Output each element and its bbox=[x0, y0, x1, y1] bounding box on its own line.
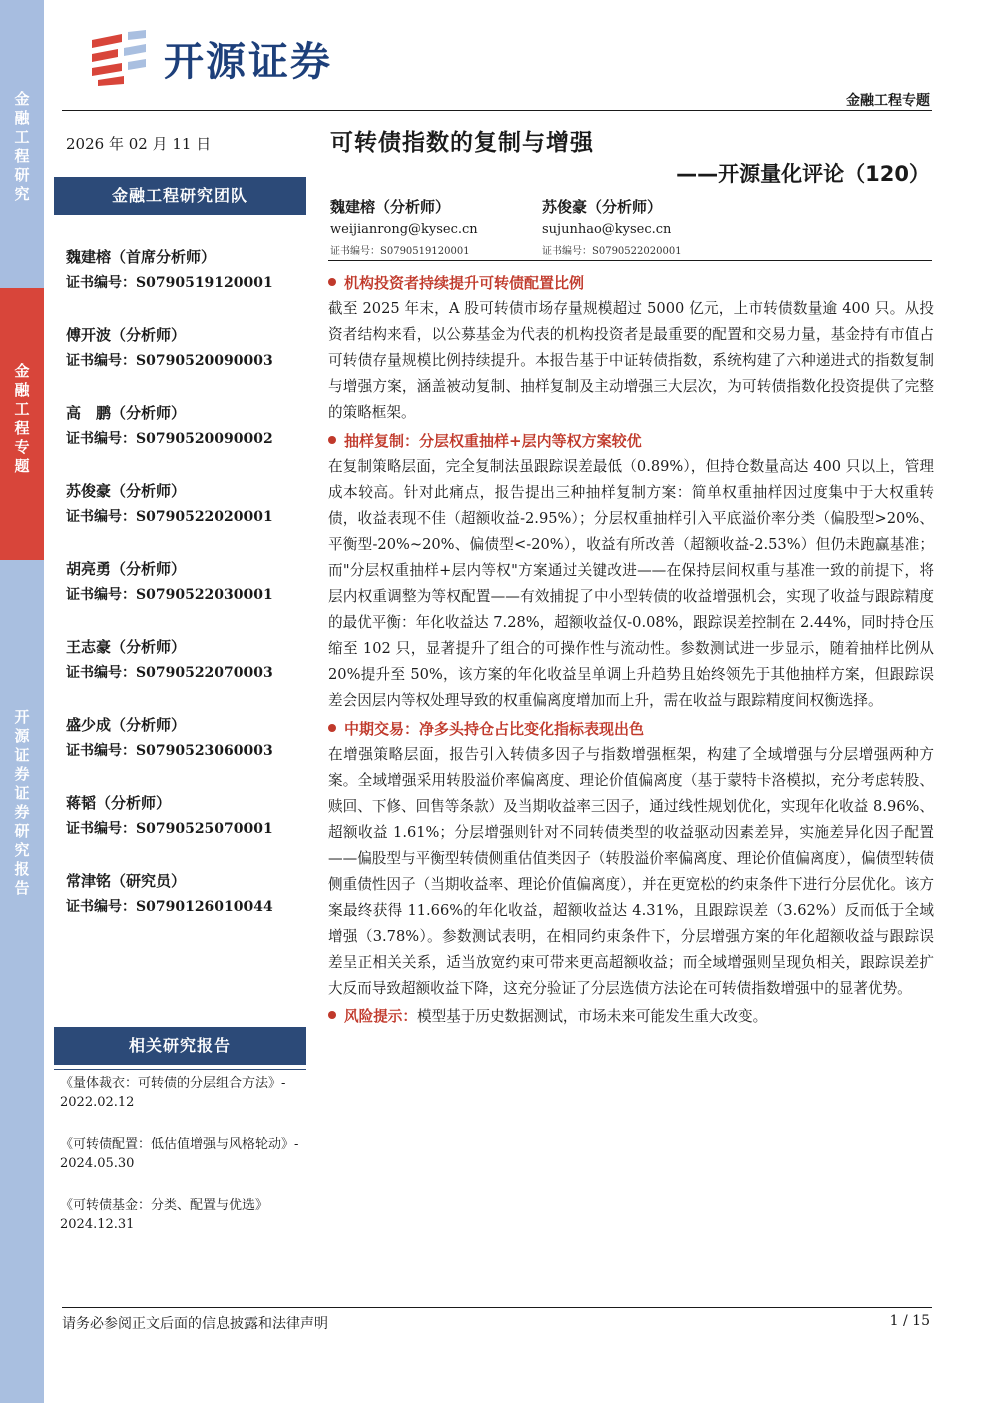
analyst-name: 魏建榕（分析师） bbox=[330, 198, 451, 216]
member-name: 蒋韬（分析师） bbox=[66, 794, 172, 812]
section-paragraph: 在增强策略层面，报告引入转债多因子与指数增强框架，构建了全域增强与分层增强两种方案。全域增强采用转股溢价率偏离度、理论价值偏离度（基于蒙特卡洛模拟，充分考虑转股、赎回、下修、回售等条款）及当期收益率三因子，通过线性规划优化，实现年化收益 8.96%、超额收益 1.61%；分层增强则针对不同转债类型的收益驱动因素差异，实施差异化因子配置——偏股型与平衡型转债侧重估值类因子（转股溢价率偏离度、理论价值偏离度），偏债型转债侧重债性因子（当期收益率、理论价值偏离度），并在更宽松的约束条件下进行分层优化。该方案最终获得 11.66%的年化收益，超额收益达 4.31%，且跟踪误差（3.62%）反而低于全域增强（3.78%）。参数测试表明，在相同约束条件下，分层增强方案的年化超额收益与跟踪误差呈正相关关系，适当放宽约束可带来更高超额收益；而全域增强则呈现负相关，跟踪误差扩大反而导致超额收益下降，这充分验证了分层选债方法论在可转债指数增强中的显著优势。 bbox=[328, 746, 934, 997]
bullet-icon bbox=[328, 436, 336, 444]
team-member bbox=[66, 634, 306, 712]
report-title: 可转债指数的复制与增强 bbox=[330, 130, 594, 156]
member-name: 傅开波（分析师） bbox=[66, 326, 187, 344]
report-category: 金融工程专题 bbox=[846, 93, 930, 109]
related-report-list bbox=[60, 1074, 310, 1257]
team-member bbox=[66, 556, 306, 634]
analyst-cert: 证书编号：S0790522020001 bbox=[542, 246, 682, 257]
team-member bbox=[66, 400, 306, 478]
brand-name: 开源证券 bbox=[164, 38, 332, 85]
section-paragraph: 截至 2025 年末，A 股可转债市场存量规模超过 5000 亿元，上市转债数量逾 400 只。从投资者结构来看，以公募基金为代表的机构投资者是最重要的配置和交易力量，基金持有市值占可转债存量规模比例持续提升。本报告基于中证转债指数，系统构建了六种递进式的指数复制与增强方案，涵盖被动复制、抽样复制及主动增强三大层次，为可转债指数化投资提供了完整的策略框架。 bbox=[328, 300, 934, 421]
side-label-bottom: 开源证券 证券研究报告 bbox=[14, 708, 30, 897]
analyst-email[interactable]: sujunhao@kysec.cn bbox=[542, 222, 672, 237]
related-report-link[interactable]: 《可转债配置：低估值增强与风格轮动》- 2024.05.30 bbox=[60, 1137, 299, 1171]
member-name: 胡亮勇（分析师） bbox=[66, 560, 187, 578]
team-member bbox=[66, 244, 306, 322]
footer-divider bbox=[62, 1307, 932, 1308]
analyst-name: 苏俊豪（分析师） bbox=[542, 198, 663, 216]
side-label-top: 金融工程研究 bbox=[14, 90, 30, 203]
bullet-icon bbox=[328, 278, 336, 286]
bullet-icon bbox=[328, 724, 336, 732]
bullet-icon bbox=[328, 1011, 336, 1019]
related-divider bbox=[54, 1069, 306, 1070]
member-name: 高 鹏（分析师） bbox=[66, 404, 187, 422]
report-date: 2026 年 02 月 11 日 bbox=[66, 135, 212, 153]
risk-notice bbox=[328, 1004, 934, 1030]
related-reports-title: 相关研究报告 bbox=[54, 1027, 306, 1065]
member-name: 魏建榕（首席分析师） bbox=[66, 248, 217, 266]
brand-logo bbox=[88, 28, 378, 88]
team-member bbox=[66, 478, 306, 556]
page-number: 1 / 15 bbox=[889, 1313, 930, 1329]
team-title: 金融工程研究团队 bbox=[54, 177, 306, 215]
member-name: 王志豪（分析师） bbox=[66, 638, 187, 656]
member-cert: 证书编号：S0790523060003 bbox=[66, 743, 273, 759]
member-cert: 证书编号：S0790520090002 bbox=[66, 431, 273, 447]
section-heading: 中期交易：净多头持仓占比变化指标表现出色 bbox=[328, 716, 934, 742]
member-cert: 证书编号：S0790519120001 bbox=[66, 275, 273, 291]
member-cert: 证书编号：S0790126010044 bbox=[66, 899, 273, 915]
analyst-card bbox=[330, 196, 478, 257]
team-member-list bbox=[66, 244, 306, 946]
member-name: 盛少成（分析师） bbox=[66, 716, 187, 734]
member-cert: 证书编号：S0790520090003 bbox=[66, 353, 273, 369]
member-cert: 证书编号：S0790522030001 bbox=[66, 587, 273, 603]
analyst-card bbox=[542, 196, 682, 257]
member-cert: 证书编号：S0790522020001 bbox=[66, 509, 273, 525]
member-cert: 证书编号：S0790522070003 bbox=[66, 665, 273, 681]
header-divider bbox=[62, 110, 932, 111]
section-paragraph: 在复制策略层面，完全复制法虽跟踪误差最低（0.89%），但持仓数量高达 400 只以上，管理成本较高。针对此痛点，报告提出三种抽样复制方案：简单权重抽样因过度集中于大权重转债，收益表现不佳（超额收益-2.95%）；分层权重抽样引入平底溢价率分类（偏股型>20%、平衡型-20%~20%、偏债型<-20%），收益有所改善（超额收益-2.53%）但仍未跑赢基准；而"分层权重抽样+层内等权"方案通过关键改进——在保持层间权重与基准一致的前提下，将层内权重调整为等权配置——有效捕捉了中小型转债的收益增强机会，实现了收益与跟踪精度的最优平衡：年化收益达 7.28%，超额收益仅-0.08%，跟踪误差控制在 2.44%，同时持仓压缩至 102 只，显著提升了组合的可操作性与流动性。参数测试进一步显示，随着抽样比例从 20%提升至 50%，该方案的年化收益呈单调上升趋势且始终领先于其他抽样方案，但跟踪误差会因层内等权处理导致的权重偏离度增加而上升，需在收益与跟踪精度间权衡选择。 bbox=[328, 458, 934, 709]
related-report-link[interactable]: 《可转债基金：分类、配置与优选》2024.12.31 bbox=[60, 1198, 269, 1232]
analyst-email[interactable]: weijianrong@kysec.cn bbox=[330, 222, 478, 237]
logo-mark-icon bbox=[88, 30, 150, 86]
related-report-link[interactable]: 《量体裁衣：可转债的分层组合方法》- 2022.02.12 bbox=[60, 1076, 286, 1110]
side-label-middle: 金融工程专题 bbox=[14, 362, 30, 475]
member-cert: 证书编号：S0790525070001 bbox=[66, 821, 273, 837]
footer-disclaimer: 请务必参阅正文后面的信息披露和法律声明 bbox=[62, 1316, 328, 1332]
side-strip-bottom bbox=[0, 560, 44, 1403]
report-body bbox=[328, 270, 934, 1030]
member-name: 苏俊豪（分析师） bbox=[66, 482, 187, 500]
team-member bbox=[66, 322, 306, 400]
team-member bbox=[66, 712, 306, 790]
section-heading: 抽样复制：分层权重抽样+层内等权方案较优 bbox=[328, 428, 934, 454]
report-subtitle: ——开源量化评论（120） bbox=[676, 162, 930, 186]
risk-label: 风险提示： bbox=[344, 1008, 417, 1025]
analyst-divider bbox=[328, 260, 932, 261]
team-member bbox=[66, 790, 306, 868]
member-name: 常津铭（研究员） bbox=[66, 872, 187, 890]
side-strip bbox=[0, 0, 44, 1403]
section-heading: 机构投资者持续提升可转债配置比例 bbox=[328, 270, 934, 296]
analyst-cert: 证书编号：S0790519120001 bbox=[330, 246, 470, 257]
team-member bbox=[66, 868, 306, 946]
risk-text: 模型基于历史数据测试，市场未来可能发生重大改变。 bbox=[416, 1008, 768, 1025]
